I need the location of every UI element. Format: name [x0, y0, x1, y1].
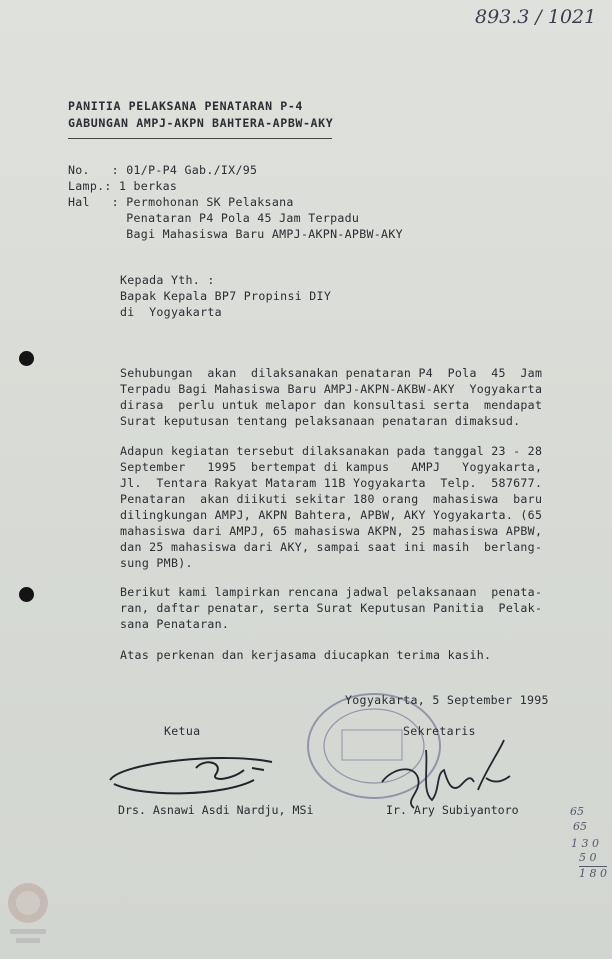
margin-note: 65 — [570, 805, 584, 818]
p1-line: Sehubungan akan dilaksanakan penataran P4 Pola 45 Jam — [120, 366, 543, 380]
p2-line: sung PMB). — [120, 556, 193, 570]
p2-line: Penataran akan diikuti sekitar 180 orang mahasiswa baru — [120, 492, 543, 506]
p2-line: dan 25 mahasiswa dari AKY, sampai saat ini masih berlang- — [120, 540, 543, 554]
p2-line: Adapun kegiatan tersebut dilaksanakan pada tanggal 23 - 28 — [120, 444, 543, 458]
archive-watermark-logo — [6, 879, 50, 947]
header-rule — [68, 138, 332, 139]
p3-line: Berikut kami lampirkan rencana jadwal pelaksanaan penata- — [120, 585, 543, 599]
p3-line: ran, daftar penatar, serta Surat Keputusan Panitia Pelak- — [120, 601, 543, 615]
p3-line: sana Penataran. — [120, 617, 230, 631]
p1-line: dirasa perlu untuk melapor dan konsultasi serta mendapat — [120, 398, 543, 412]
p2-line: Jl. Tentara Rakyat Mataram 11B Yogyakarta Telp. 587677. — [120, 476, 543, 490]
recipient-2: Bapak Kepala BP7 Propinsi DIY — [120, 289, 332, 303]
meta-hal-3: Bagi Mahasiswa Baru AMPJ-AKPN-APBW-AKY — [68, 227, 403, 241]
chairman-name: Drs. Asnawi Asdi Nardju, MSi — [118, 803, 314, 817]
archive-code: 893.3 / 1021 — [475, 6, 597, 28]
p1-line: Terpadu Bagi Mahasiswa Baru AMPJ-AKPN-AKBW-AKY Yogyakarta — [120, 382, 543, 396]
place-date: Yogyakarta, 5 September 1995 — [345, 693, 549, 707]
p1-line: Surat keputusan tentang pelaksanaan penataran dimaksud. — [120, 414, 521, 428]
margin-note: 5 0 — [579, 851, 597, 864]
margin-note: 65 — [573, 820, 587, 833]
recipient-1: Kepada Yth. : — [120, 273, 215, 287]
meta-hal-2: Penataran P4 Pola 45 Jam Terpadu — [68, 211, 360, 225]
meta-lamp: Lamp.: 1 berkas — [68, 179, 178, 193]
meta-hal-1: Hal : Permohonan SK Pelaksana — [68, 195, 294, 209]
recipient-3: di Yogyakarta — [120, 305, 222, 319]
meta-no: No. : 01/P-P4 Gab./IX/95 — [68, 163, 258, 177]
margin-note: 1 8 0 — [579, 867, 607, 880]
p2-line: dilingkungan AMPJ, AKPN Bahtera, APBW, AKY Yogyakarta. (65 — [120, 508, 543, 522]
p2-line: September 1995 bertempat di kampus AMPJ Yogyakarta, — [120, 460, 543, 474]
secretary-title: Sekretaris — [403, 724, 476, 738]
chairman-title: Ketua — [164, 724, 201, 738]
chairman-signature — [104, 740, 284, 810]
punch-hole-top — [19, 351, 34, 366]
p2-line: mahasiswa dari AMPJ, 65 mahasiswa AKPN, 25 mahasiswa APBW, — [120, 524, 543, 538]
punch-hole-bottom — [19, 587, 34, 602]
margin-note: 1 3 0 — [571, 837, 599, 850]
secretary-name: Ir. Ary Subiyantoro — [386, 803, 519, 817]
header-line-1: PANITIA PELAKSANA PENATARAN P-4 — [68, 99, 303, 113]
p4-line: Atas perkenan dan kerjasama diucapkan terima kasih. — [120, 648, 492, 662]
header-line-2: GABUNGAN AMPJ-AKPN BAHTERA-APBW-AKY — [68, 116, 334, 130]
